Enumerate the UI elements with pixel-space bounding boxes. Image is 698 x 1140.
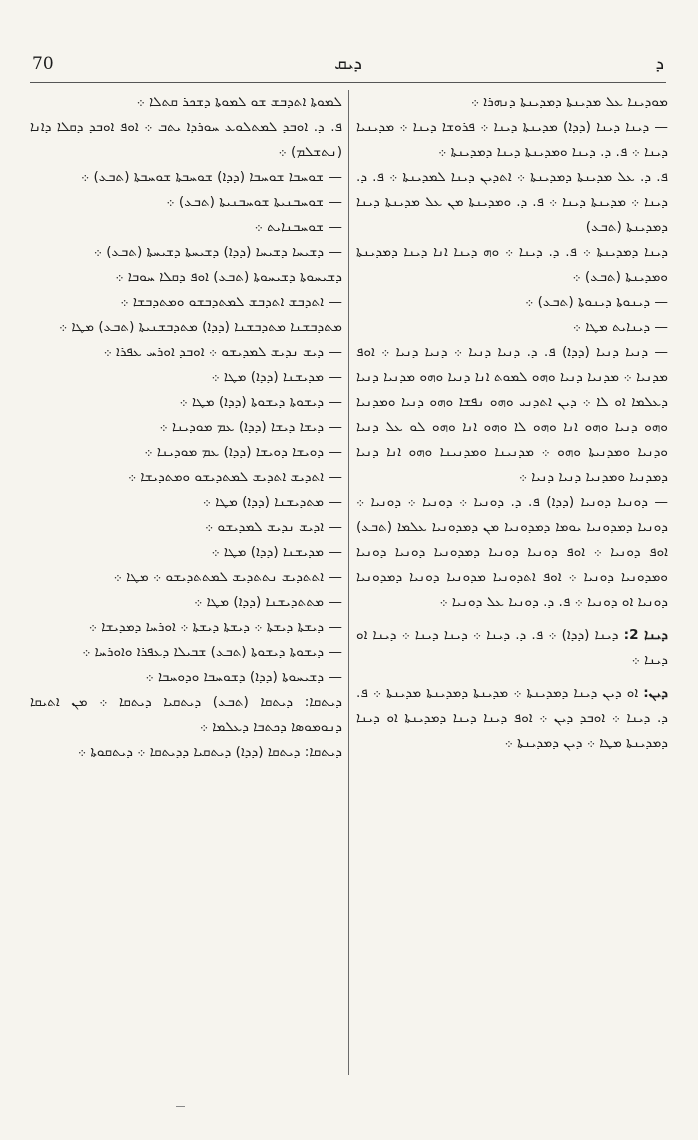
right-entry [356,623,668,673]
left-paragraph: ܕܝܬܩܐ: ܕܝܬܩܐ (ܕܕܐ) ܕܝܬܩܝܐ ܕܕܝܬܩܐ ܀ ܕܝܬܩܘܬܐ ܀ [77,744,342,760]
left-paragraph: — ܕܝܫܘܬܐ ܕܝܫܘܬܐ (ܬܒܥ) ܫܒܝܠܐ ܕܥܦܪܐ ܘܐܘܪܚܐ ܀ [82,644,342,660]
right-paragraph: ܕܝܢܐ ܕܡܕܝܢܬܐ ܀ ܦ. ܕ. ܕܝܢܐ ܀ ܘܗ ܕܝܢܐ ܐܢܐ ܕܝܢܐ ܕܡܕܝܢܬܐ ܘܡܕܝܢܬܐ (ܬܒܥ) ܀ [356,244,668,285]
left-paragraph: — ܕܝܫܬܐ ܕܝܫܬܐ ܀ ܕܝܫܬܐ ܕܝܫܬܐ ܀ ܐܘܪܚܐ ܕܡܕܝܫܐ ܀ [88,619,342,635]
right-entry [356,681,668,756]
left-paragraph: — ܐܬܕܝܫ ܐܬܕܝܫ ܠܡܬܕܝܫܘ ܘܡܬܕܝܫܐ ܀ [127,469,342,485]
left-paragraph: — ܡܬܬܕܝܫܢܐ (ܕܕܐ) ܡܛܐ ܀ [194,594,342,610]
left-paragraph: — ܕܝܫ ܢܕܝܫ ܠܡܕܝܫܘ ܀ ܐܘܒܕ ܐܘܪܚ ܥܦܪܐ ܀ [103,344,342,360]
left-column [30,90,342,1100]
letter-head: ܕ [655,54,664,74]
entry-text: ܐܘ ܕܝܢ ܕܝܢܐ ܕܡܕܝܢܬܐ ܀ ܡܕܝܢܬܐ ܕܡܕܝܢܬܐ ܡܕܝܢܬܐ ܀ ܦ. ܕ. ܕܝܢܐ ܀ ܐܘܒܕ ܕܝܢ ܀ ܐܘܦ ܕܝܢܐ ܕܝܢܐ ܕܡܕܝܢܬܐ ܐܘ ܕܝܢܐ ܕܡܕܝܢܬܐ ܡܛܐ ܀ ܕܝܢ ܕܡܕܝܢܬܐ ܀ [356,685,668,751]
right-paragraph: — ܕܝܢܐܝܬ ܡܛܐ ܀ [572,319,668,335]
left-paragraph: — ܫܘܚܒܢܐܝܬ ܀ [254,219,342,235]
left-paragraph: — ܡܬܕܝܫܢܐ (ܕܕܐ) ܡܛܐ ܀ [202,494,342,510]
entry-text: ܕܝܢܐ (ܕܕܐ) ܀ ܦ. ܕ. ܕܝܢܐ ܀ ܕܝܢܐ ܕܝܢܐ ܀ ܕܝܢܐ ܐܘ ܕܝܢܐ ܀ [356,627,668,668]
right-paragraph: ܡܘܕܝܢܐ ܥܠ ܡܕܝܢܬܐ ܕܡܕܝܢܬܐ ܕܢܗܪܐ ܀ [470,94,668,110]
left-paragraph: ܠܡܘܬܐ ܐܬܕܒܫ ܫܘ ܠܡܘܬܐ ܕܫܟܪ ܩܬܠܐ ܀ [136,94,342,110]
column-divider [348,90,349,1075]
left-paragraph: — ܐܕܝܫ ܢܕܝܫ ܠܡܕܝܫܘ ܀ [205,519,342,535]
right-paragraph: — ܕܢܝܐ ܕܢܝܐ (ܕܕܐ) ܦ. ܕ. ܕܢܝܐ ܕܢܝܐ ܀ ܕܢܝܐ ܕܢܝܐ ܀ ܐܘܦ ܡܕܢܝܐ ܀ ܡܕܢܝܐ ܕܢܝܐ ܘܗܘ ܠܡܘܬ ܐܢܐ ܕܢܝܐ ܘܗܘ ܡܕܢܝܐ ܕܢܝܐ ܕܥܠܡܐ ܐܘ ܠܐ ܀ ܕܝܢ ܐܬܕܢܝ ܘܗܘ ܢܦܫܐ ܘܗܘ ܕܢܝܐ ܘܡܕܢܝܐ ܘܗܘ ܕܢܝܐ ܘܗܘ ܐܢܐ ܘܗܘ ܠܐ ܘܗܘ ܐܢܐ ܘܗܘ ܠܘ ܥܠ ܕܢܝܐ ܘܕܢܝܐ ܘܡܕܢܝܬܐ ܘܗܘ ܀ ܡܕܢܝܢܐ ܘܡܕܢܝܢܐ ܘܗܘ ܐܢܐ ܕܢܝܐ ܕܡܕܢܝܐ ܘܡܕܢܝܐ ܕܢܝܐ ܕܢܝܐ ܀ [356,344,668,485]
left-paragraph: — ܕܫܝܚܘܬܐ (ܕܕܐ) ܕܫܘܚܒܐ ܘܕܘܚܒܐ ܀ [145,669,342,685]
running-head: ܕܝܩ [334,54,362,74]
page-number: 70 [32,54,54,74]
left-paragraph: ܦ. ܕ. ܐܘܒܕ ܠܡܬܠܘܥ ܚܘܪܕܐ ܝܬܒ ܀ ܐܘܦ ܐܘܒܕ ܕܩܠܐ ܕܐܢܐ (ܢܬܫܠܡ) ܀ [30,119,342,160]
left-paragraph: — ܫܘܚܒܐ ܫܘܚܒܐ (ܕܕܐ) ܫܘܚܒܬܐ ܫܘܚܒܬܐ (ܬܒܥ) ܀ [80,169,342,185]
left-paragraph: — ܕܝܫܘܬܐ ܕܝܫܘܬܐ (ܕܕܐ) ܡܛܐ ܀ [179,394,342,410]
header-rule [30,82,666,83]
left-paragraph: — ܕܝܫܐ ܕܝܫܐ (ܕܕܐ) ܥܡ ܡܘܕܝܢܐ ܀ [159,419,342,435]
right-paragraph: — ܕܝܢܘܬܐ ܕܝܢܘܬܐ (ܬܒܥ) ܀ [525,294,668,310]
right-paragraph: — ܕܝܢܐ ܕܝܢܐ (ܕܕܐ) ܡܕܝܢܬܐ ܕܝܢܐ ܀ ܦܪܘܫܐ ܕܝܢܐ ܀ ܡܕܝܢܝܐ ܕܝܢܐ ܀ ܦ. ܕ. ܕܝܢܐ ܘܡܕܝܢܬܐ ܕܝܢܐ ܕܡܕܝܢܬܐ ܀ [356,119,668,160]
right-paragraph: ܦ. ܕ. ܥܠ ܡܕܝܢܬܐ ܕܡܕܝܢܬܐ ܀ ܐܬܕܝܢ ܕܝܢܐ ܠܡܕܝܢܬܐ ܀ ܦ. ܕ. ܕܝܢܐ ܀ ܡܕܝܢܬܐ ܕܝܢܐ ܀ ܦ. ܕ. ܘܡܕܝܢܬܐ ܡܢ ܥܠ ܡܕܝܢܬܐ ܕܝܢܐ ܕܡܕܝܢܬܐ (ܬܒܥ) [356,169,668,235]
page-header [32,54,664,78]
entry-headword: ܕܝܢ: [643,685,668,701]
left-paragraph: ܕܫܝܚܘܬܐ ܕܫܝܚܘܬܐ (ܬܒܥ) ܐܘܦ ܕܩܠܐ ܚܘܒܐ ܀ [115,269,342,285]
right-paragraph: — ܕܘܢܝܐ ܕܘܢܝܐ (ܕܕܐ) ܦ. ܕ. ܕܘܢܝܐ ܀ ܕܘܢܝܐ ܀ ܕܘܢܝܐ ܀ ܕܘܢܝܐ ܕܡܕܘܢܝܐ ܝܘܡܐ ܕܡܕܘܢܝܐ ܡܢ ܕܡܕܘܢܝܐ ܥܠܡܐ (ܬܒܥ) ܐܘܦ ܕܘܢܝܐ ܀ ܐܘܦ ܕܘܢܝܐ ܕܘܢܝܐ ܕܡܕܘܢܝܐ ܕܘܢܝܐ ܕܘܢܝܐ ܘܡܕܘܢܝܐ ܕܘܢܝܐ ܀ ܐܘܦ ܐܬܕܘܢܝܐ ܡܕܘܢܝܐ ܕܘܢܝܐ ܕܡܕܘܢܝܐ ܕܘܢܝܐ ܐܘ ܕܘܢܝܐ ܀ ܦ. ܕ. ܕܘܢܝܐ ܥܠ ܕܘܢܝܐ ܀ [356,494,668,610]
entry-headword: ܕܝܢܐ 2: [623,627,668,643]
left-paragraph: — ܕܘܝܫܐ ܕܘܝܫܐ (ܕܕܐ) ܥܡ ܡܘܕܝܢܐ ܀ [144,444,342,460]
left-paragraph: ܕܝܬܩܐ: ܕܝܬܩܐ (ܬܒܥ) ܕܝܬܩܝܐ ܕܝܬܩܐ ܀ ܡܢ ܐܬܝܩܐ ܕܢܘܡܘܣܐ ܕܟܬܒܐ ܕܥܠܡܐ ܀ [30,694,342,735]
right-column [356,90,668,1100]
left-paragraph: — ܡܕܝܫܢܐ (ܕܕܐ) ܡܛܐ ܀ [211,369,342,385]
left-paragraph: — ܫܘܚܒܢܝܬܐ ܫܘܚܒܢܝܬܐ (ܬܒܥ) ܀ [166,194,342,210]
left-paragraph: — ܐܬܕܒܫ ܐܬܕܒܫ ܠܡܬܕܒܫܘ ܘܡܬܕܒܫܐ ܀ [120,294,342,310]
left-paragraph: ܡܬܕܒܫܢܐ ܡܬܕܒܫܢܐ (ܕܕܐ) ܡܬܕܒܫܢܝܬܐ (ܬܒܥ) ܡܛܐ ܀ [59,319,342,335]
footer-mark [176,1106,185,1107]
left-paragraph: — ܐܬܬܕܝܫ ܢܬܬܕܝܫ ܠܡܬܬܕܝܫܘ ܀ ܡܛܐ ܀ [113,569,342,585]
left-paragraph: — ܡܕܝܫܢܐ (ܕܕܐ) ܡܛܐ ܀ [211,544,342,560]
left-paragraph: — ܕܫܝܚܐ ܕܫܝܚܐ (ܕܕܐ) ܕܫܝܚܬܐ ܕܫܝܚܬܐ (ܬܒܥ) ܀ [93,244,342,260]
